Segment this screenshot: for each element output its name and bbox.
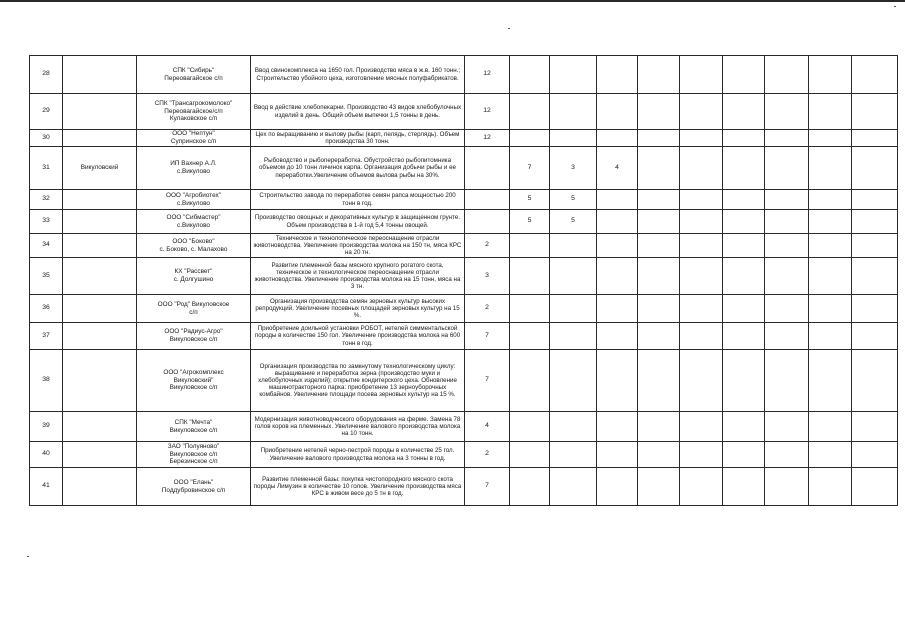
district-cell — [63, 258, 137, 295]
value-cell: 3 — [465, 258, 510, 295]
value-cell — [638, 234, 680, 258]
value-cell — [638, 190, 680, 210]
table-row — [30, 350, 898, 412]
value-cell — [597, 234, 638, 258]
organization-cell — [137, 130, 251, 147]
row-number-cell: 36 — [30, 295, 63, 323]
value-cell: 5 — [510, 210, 550, 234]
value-cell — [510, 350, 550, 412]
value-cell: 2 — [465, 295, 510, 323]
value-cell — [510, 56, 550, 94]
organization-line: с. Боково, с. Малахово — [159, 245, 228, 253]
organization-line: с. Долгушино — [173, 276, 214, 283]
value-cell — [723, 258, 765, 295]
value-cell — [510, 442, 550, 468]
organization-line: с/п — [189, 308, 198, 316]
table-row — [30, 323, 898, 350]
value-cell — [723, 323, 765, 350]
organization-line: с.Викулово — [177, 221, 210, 229]
value-cell — [852, 468, 898, 506]
value-cell — [765, 323, 809, 350]
value-cell: 7 — [465, 323, 510, 350]
value-cell — [852, 295, 898, 323]
value-cell — [723, 147, 765, 190]
value-cell — [510, 468, 550, 506]
value-cell — [852, 323, 898, 350]
project-description-cell: Приобретение доильной установки РОБОТ, нетелей симментальской породы в количестве 150 гол. Увеличение производства молока на 600 тонн в год. — [251, 323, 465, 350]
value-cell: 2 — [465, 442, 510, 468]
project-description-cell: Строительство завода по переработке семян рапса мощностью 200 тонн в год. — [251, 190, 465, 210]
value-cell — [852, 210, 898, 234]
district-cell — [63, 323, 137, 350]
organization-cell — [137, 94, 251, 130]
value-cell — [510, 258, 550, 295]
value-cell — [680, 295, 723, 323]
value-cell — [550, 56, 597, 94]
value-cell — [809, 295, 852, 323]
value-cell — [510, 412, 550, 442]
value-cell — [723, 234, 765, 258]
value-cell — [765, 468, 809, 506]
value-cell — [638, 147, 680, 190]
project-description-cell: Модернизация животноводческого оборудования на ферме. Замена 78 голов коров на племенных. Увеличение валового производства молока на 10 тонн. — [251, 412, 465, 442]
organization-cell — [137, 468, 251, 506]
value-cell — [550, 295, 597, 323]
table-row — [30, 295, 898, 323]
value-cell — [680, 323, 723, 350]
row-number-cell: 29 — [30, 94, 63, 130]
value-cell — [680, 468, 723, 506]
project-description-cell: Рыбоводство и рыбопереработка. Обустройство рыбопитомника объемом до 10 тонн личинок карпа. Организация добычи рыбы и ее переработки.Увеличение объемов вылова рыбы на 30%. — [251, 147, 465, 190]
district-cell — [63, 468, 137, 506]
value-cell — [765, 234, 809, 258]
value-cell: 12 — [465, 56, 510, 94]
district-cell — [63, 130, 137, 147]
value-cell — [680, 130, 723, 147]
value-cell — [597, 94, 638, 130]
row-number-cell: 31 — [30, 147, 63, 190]
organization-line: Викуловское с/п — [169, 336, 218, 343]
value-cell — [638, 56, 680, 94]
value-cell — [723, 295, 765, 323]
value-cell — [809, 258, 852, 295]
value-cell — [597, 323, 638, 350]
value-cell: 12 — [465, 94, 510, 130]
value-cell: 12 — [465, 130, 510, 147]
value-cell — [852, 442, 898, 468]
value-cell — [638, 323, 680, 350]
district-cell — [63, 295, 137, 323]
value-cell — [680, 442, 723, 468]
district-cell: Викуловский — [63, 147, 137, 190]
organization-cell — [137, 210, 251, 234]
project-description-cell: Ввод свинокомплекса на 1650 гол. Производство мяса в ж.в. 160 тонн.; Строительство убойного цеха, изготовление мясных полуфабрикатов. — [251, 56, 465, 94]
value-cell — [510, 295, 550, 323]
organization-line: Кулаковское с/п — [169, 115, 218, 123]
value-cell — [510, 234, 550, 258]
value-cell — [809, 130, 852, 147]
projects-table-body — [30, 56, 898, 506]
table-row — [30, 56, 898, 94]
organization-line: ООО "Род" Викуловское — [157, 300, 230, 308]
value-cell — [465, 190, 510, 210]
project-description-cell: Цех по выращиванию и вылову рыбы (карп, пелядь, стерлядь). Объем производства 30 тонн. — [251, 130, 465, 147]
value-cell — [680, 94, 723, 130]
table-row — [30, 412, 898, 442]
value-cell — [680, 234, 723, 258]
value-cell — [597, 442, 638, 468]
organization-line: Викуловское с/п — [169, 426, 218, 434]
value-cell — [680, 412, 723, 442]
value-cell — [723, 442, 765, 468]
row-number-cell: 38 — [30, 350, 63, 412]
project-description-cell: Производство овощных и декоративных культур в защищенном грунте. Объем производства в 1-й год 5,4 тонны овощей. — [251, 210, 465, 234]
value-cell — [723, 190, 765, 210]
value-cell — [852, 147, 898, 190]
organization-line: с.Викулово — [177, 168, 210, 175]
value-cell — [680, 56, 723, 94]
organization-cell — [137, 323, 251, 350]
project-description-cell: Ввод в действие хлебопекарни. Производство 43 видов хлебобулочных изделий в день. Общий объем выпечки 1,5 тонны в день. — [251, 94, 465, 130]
row-number-cell: 33 — [30, 210, 63, 234]
value-cell — [765, 56, 809, 94]
project-description-cell: Техническое и технологическое переоснащение отрасли животноводства. Увеличение производства молока на 150 тн, мяса КРС на 20 тн. — [251, 234, 465, 258]
value-cell — [510, 323, 550, 350]
value-cell: 7 — [465, 350, 510, 412]
value-cell — [550, 468, 597, 506]
organization-line: Переовагайское с/п — [164, 74, 223, 82]
value-cell — [765, 350, 809, 412]
table-row — [30, 234, 898, 258]
value-cell — [852, 350, 898, 412]
value-cell — [638, 94, 680, 130]
value-cell — [765, 94, 809, 130]
organization-cell — [137, 258, 251, 295]
table-row — [30, 468, 898, 506]
row-number-cell: 30 — [30, 130, 63, 147]
project-description-cell: Развитие племенной базы: покупка чистопородного мясного скота породы Лимузин в количестве 10 голов. Увеличение производства мяса КРС в живом весе до 5 тн в год. — [251, 468, 465, 506]
organization-line: с.Викулово — [177, 199, 210, 207]
value-cell: 7 — [510, 147, 550, 190]
value-cell — [638, 130, 680, 147]
value-cell — [550, 94, 597, 130]
organization-line: ООО "Боково" — [172, 237, 215, 245]
value-cell — [809, 210, 852, 234]
value-cell: 4 — [465, 412, 510, 442]
organization-line: СПК "Мечта" — [174, 418, 213, 426]
value-cell — [809, 94, 852, 130]
organization-line: ООО "Елань" — [173, 478, 214, 486]
value-cell — [638, 295, 680, 323]
value-cell — [809, 147, 852, 190]
value-cell — [465, 147, 510, 190]
value-cell — [550, 442, 597, 468]
organization-line: ООО "Агробиотех" — [165, 191, 222, 199]
value-cell: 5 — [550, 210, 597, 234]
value-cell — [852, 56, 898, 94]
value-cell: 5 — [510, 190, 550, 210]
value-cell — [852, 258, 898, 295]
organization-cell — [137, 412, 251, 442]
value-cell — [597, 56, 638, 94]
value-cell — [638, 258, 680, 295]
table-row — [30, 130, 898, 147]
district-cell — [63, 190, 137, 210]
value-cell — [723, 94, 765, 130]
organization-line: ООО "Агрокомплекс — [163, 369, 224, 377]
table-row — [30, 258, 898, 295]
row-number-cell: 41 — [30, 468, 63, 506]
value-cell — [809, 412, 852, 442]
organization-line: Викуловский" — [173, 376, 214, 384]
value-cell — [723, 130, 765, 147]
value-cell — [597, 130, 638, 147]
value-cell — [765, 147, 809, 190]
value-cell — [852, 412, 898, 442]
value-cell — [550, 234, 597, 258]
value-cell — [809, 323, 852, 350]
value-cell — [765, 190, 809, 210]
value-cell: 2 — [465, 234, 510, 258]
organization-line: ООО "Радиус-Агро" — [164, 328, 223, 336]
organization-line: СПК "Сибирь" — [172, 66, 215, 74]
scan-top-edge — [0, 0, 905, 2]
value-cell — [638, 468, 680, 506]
value-cell — [680, 147, 723, 190]
organization-cell — [137, 234, 251, 258]
value-cell — [550, 258, 597, 295]
organization-line: СПК "Трансагрокомолоко" — [154, 100, 233, 108]
project-description-cell: Приобретение нетелей черно-пестрой породы в количестве 25 гол. Увеличение валового производства молока на 3 тонны в год. — [251, 442, 465, 468]
project-description-cell: Развитие племенной базы мясного крупного рогатого скота, техническое и технологическое переоснащение отрасли животноводства. Увеличение производства молока на 15 тонн, мяса на 3 тн. — [251, 258, 465, 295]
value-cell — [809, 56, 852, 94]
row-number-cell: 35 — [30, 258, 63, 295]
district-cell — [63, 210, 137, 234]
value-cell — [638, 412, 680, 442]
value-cell — [765, 442, 809, 468]
value-cell — [465, 210, 510, 234]
value-cell — [852, 94, 898, 130]
value-cell — [550, 323, 597, 350]
district-cell — [63, 442, 137, 468]
organization-cell — [137, 147, 251, 190]
organization-line: ООО "Нептун" — [172, 130, 215, 138]
district-cell — [63, 56, 137, 94]
table-row — [30, 210, 898, 234]
value-cell — [680, 258, 723, 295]
value-cell — [765, 258, 809, 295]
value-cell — [723, 468, 765, 506]
organization-line: КХ "Рассвет" — [174, 268, 213, 276]
value-cell — [765, 412, 809, 442]
value-cell — [723, 412, 765, 442]
value-cell — [510, 130, 550, 147]
scan-speck — [508, 28, 510, 29]
value-cell — [680, 210, 723, 234]
value-cell — [852, 130, 898, 147]
value-cell — [680, 190, 723, 210]
scan-speck — [894, 6, 896, 7]
projects-table — [29, 55, 898, 506]
value-cell — [597, 412, 638, 442]
table-row — [30, 442, 898, 468]
district-cell — [63, 412, 137, 442]
row-number-cell: 34 — [30, 234, 63, 258]
row-number-cell: 40 — [30, 442, 63, 468]
table-row — [30, 147, 898, 190]
value-cell — [680, 350, 723, 412]
value-cell — [638, 442, 680, 468]
organization-cell — [137, 295, 251, 323]
organization-line: ЗАО "Полуяново" — [167, 443, 220, 451]
district-cell — [63, 234, 137, 258]
organization-line: ООО "Сибмастер" — [166, 213, 221, 221]
value-cell — [809, 350, 852, 412]
value-cell — [550, 350, 597, 412]
value-cell — [597, 350, 638, 412]
value-cell — [809, 442, 852, 468]
table-row — [30, 190, 898, 210]
value-cell — [638, 350, 680, 412]
value-cell — [765, 130, 809, 147]
row-number-cell: 28 — [30, 56, 63, 94]
project-description-cell: Организация производства семян зерновых культур высоких репродукций. Увеличение посевных площадей зерновых культур на 15 %. — [251, 295, 465, 323]
organization-cell — [137, 56, 251, 94]
value-cell — [809, 234, 852, 258]
project-description-cell: Организация производства по замкнутому технологическому циклу: выращивание и переработка зерна (производство муки и хлебобулочных изделий); открытие кондитерского цеха. Обновление машинотракторного парка: приобретение 13 зерноуборочных комбайнов. Увеличение площади посева зерновых культур на 15 %. — [251, 350, 465, 412]
scan-speck — [27, 556, 29, 557]
value-cell — [852, 190, 898, 210]
organization-line: Викуловское с/п — [169, 450, 218, 458]
value-cell — [550, 412, 597, 442]
value-cell — [765, 295, 809, 323]
district-cell — [63, 350, 137, 412]
value-cell — [550, 130, 597, 147]
value-cell — [597, 468, 638, 506]
organization-cell — [137, 190, 251, 210]
row-number-cell: 39 — [30, 412, 63, 442]
value-cell — [809, 190, 852, 210]
value-cell — [723, 350, 765, 412]
row-number-cell: 37 — [30, 323, 63, 350]
organization-cell — [137, 442, 251, 468]
value-cell — [597, 258, 638, 295]
value-cell: 5 — [550, 190, 597, 210]
value-cell — [597, 295, 638, 323]
organization-cell — [137, 350, 251, 412]
value-cell — [597, 210, 638, 234]
organization-line: Переовагайское/с/п — [164, 107, 223, 115]
value-cell — [809, 468, 852, 506]
table-row — [30, 94, 898, 130]
value-cell: 7 — [465, 468, 510, 506]
value-cell — [597, 190, 638, 210]
organization-line: Березинское с/п — [169, 458, 218, 466]
value-cell: 4 — [597, 147, 638, 190]
organization-line: Викуловское с/п — [169, 384, 218, 392]
value-cell — [510, 94, 550, 130]
value-cell — [723, 56, 765, 94]
value-cell — [852, 234, 898, 258]
value-cell — [765, 210, 809, 234]
value-cell — [723, 210, 765, 234]
organization-line: Супринское с/п — [170, 138, 217, 145]
organization-line: ИП Вахнер А.Л. — [170, 160, 217, 168]
value-cell — [638, 210, 680, 234]
row-number-cell: 32 — [30, 190, 63, 210]
district-cell — [63, 94, 137, 130]
value-cell: 3 — [550, 147, 597, 190]
organization-line: Поддубровинское с/п — [161, 486, 226, 494]
